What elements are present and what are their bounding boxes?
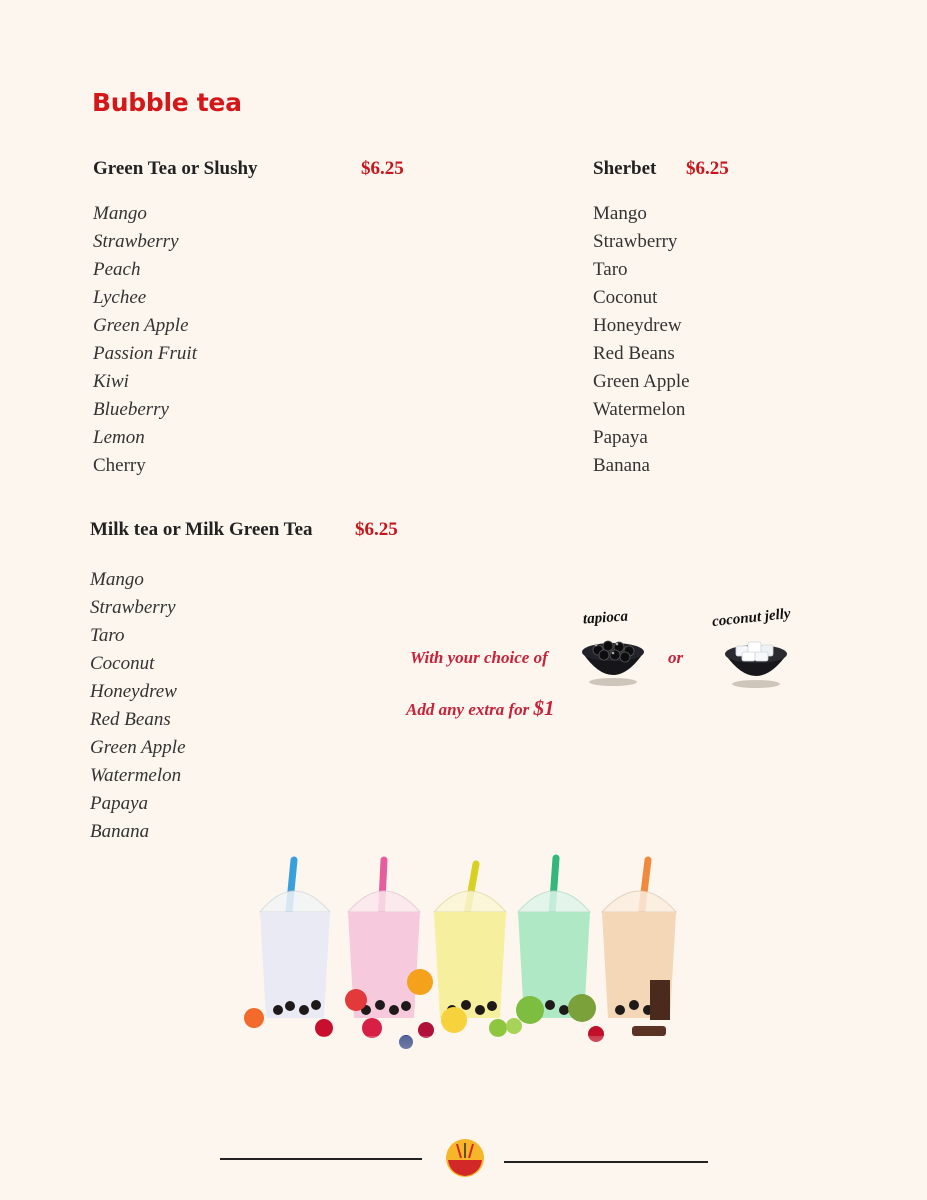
topping-choice-text: With your choice of [410, 648, 548, 667]
flavor-item: Strawberry [90, 597, 176, 618]
flavor-item: Mango [93, 203, 147, 224]
extra-label: Add any extra for [406, 700, 530, 719]
tapioca-bowl-icon [578, 630, 648, 690]
coconut-jelly-bowl-icon [720, 636, 792, 690]
flavor-item: Watermelon [90, 765, 182, 786]
flavor-item: Red Beans [90, 709, 171, 730]
milk-tea-title: Milk tea or Milk Green Tea [90, 519, 313, 540]
milk-tea-flavor-list [90, 566, 186, 846]
flavor-item: Papaya [593, 427, 648, 448]
logo-icon [444, 1138, 486, 1183]
flavor-item: Blueberry [93, 399, 169, 420]
flavor-item: Kiwi [93, 371, 129, 392]
sherbet-flavor-list [593, 200, 690, 480]
flavor-item: Strawberry [93, 231, 179, 252]
flavor-item: Taro [593, 259, 628, 280]
flavor-item: Papaya [90, 793, 149, 814]
extra-price: $1 [533, 696, 555, 720]
coconut-jelly-label: coconut jelly [711, 605, 792, 631]
flavor-item: Taro [90, 625, 125, 646]
milk-tea-price: $6.25 [355, 519, 398, 540]
flavor-item: Green Apple [90, 737, 186, 758]
extra-text [406, 696, 555, 721]
flavor-item: Banana [593, 455, 650, 476]
sherbet-title: Sherbet [593, 158, 657, 179]
footer-divider-right [504, 1161, 708, 1163]
flavor-item: Passion Fruit [93, 343, 197, 364]
flavor-item: Lemon [93, 427, 145, 448]
flavor-item: Cherry [93, 455, 146, 476]
green-tea-flavor-list [93, 200, 197, 480]
flavor-item: Green Apple [593, 371, 690, 392]
page-title: Bubble tea [92, 88, 242, 117]
flavor-item: Watermelon [593, 399, 686, 420]
green-tea-price: $6.25 [361, 158, 404, 179]
flavor-item: Mango [90, 569, 144, 590]
footer-divider-left [220, 1158, 422, 1160]
flavor-item: Banana [90, 821, 150, 842]
flavor-item: Lychee [93, 287, 147, 308]
flavor-item: Mango [593, 203, 647, 224]
green-tea-title: Green Tea or Slushy [93, 158, 258, 179]
flavor-item: Green Apple [93, 315, 189, 336]
tapioca-label: tapioca [582, 608, 629, 628]
flavor-item: Honeydrew [90, 681, 177, 702]
flavor-item: Peach [93, 259, 141, 280]
flavor-item: Strawberry [593, 231, 678, 252]
flavor-item: Coconut [90, 653, 155, 674]
flavor-item: Red Beans [593, 343, 675, 364]
topping-or-text: or [668, 648, 684, 667]
flavor-item: Coconut [593, 287, 658, 308]
bubble-tea-drinks-image [230, 850, 700, 1125]
sherbet-price: $6.25 [686, 158, 729, 179]
flavor-item: Honeydrew [593, 315, 682, 336]
